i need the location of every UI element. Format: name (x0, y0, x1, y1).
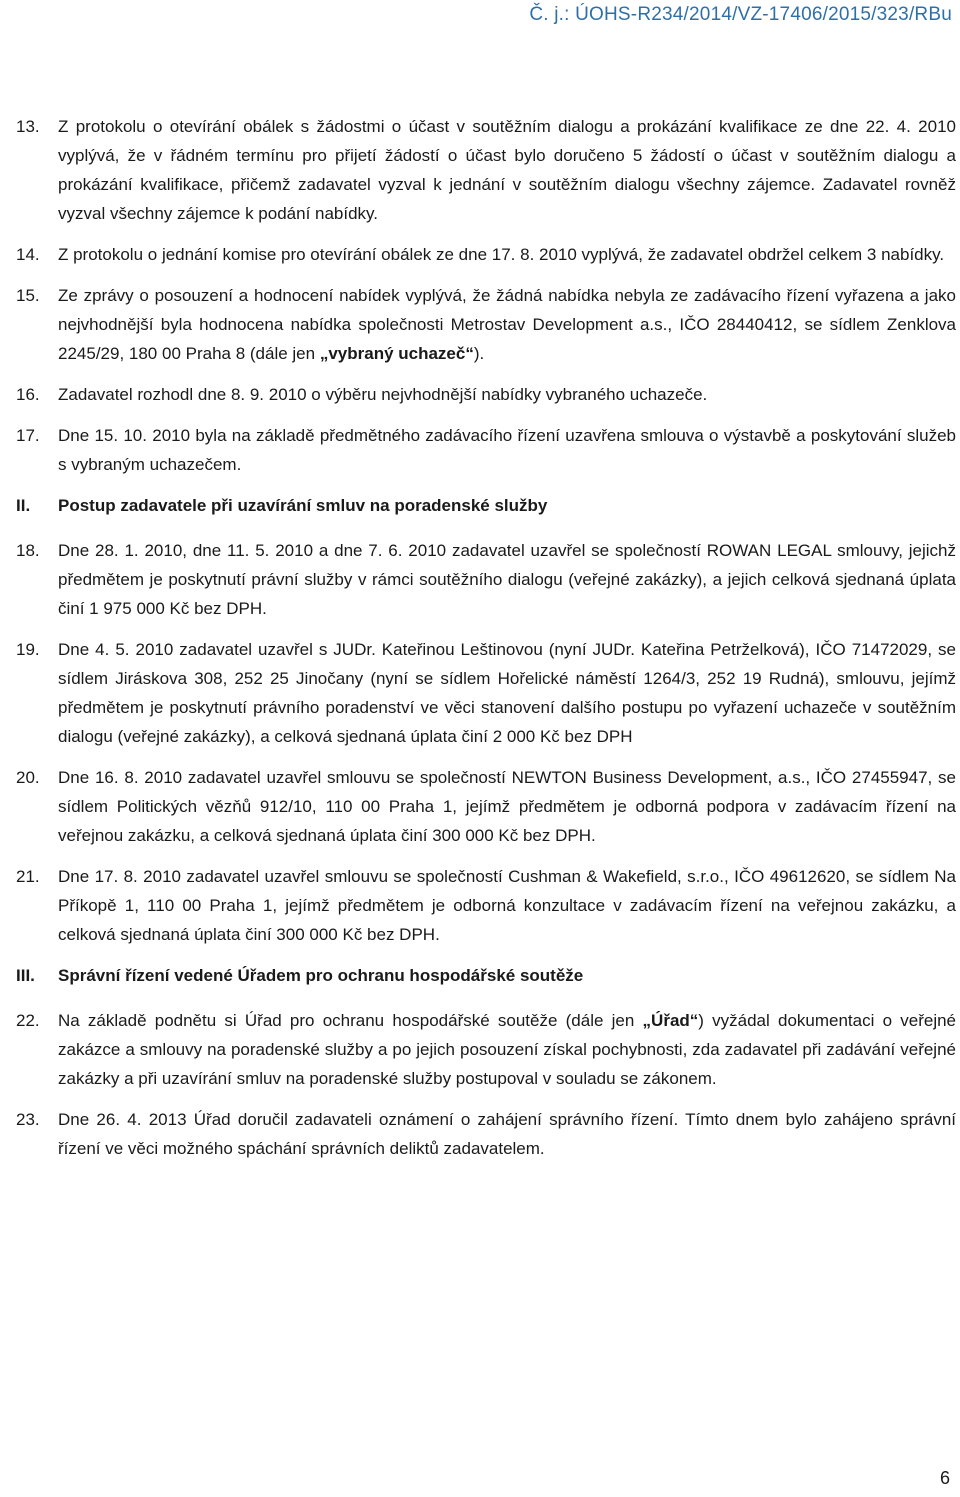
section-number: III. (16, 966, 35, 985)
paragraph-text (58, 281, 956, 368)
paragraph-text (58, 1006, 956, 1093)
section-number: II. (16, 496, 31, 515)
paragraph-text-part: Na základě podnětu si Úřad pro ochranu hospodářské soutěže (dále jen (58, 1011, 643, 1030)
paragraph-number: 15. (16, 286, 40, 305)
paragraph-number: 22. (16, 1011, 40, 1030)
paragraph-number: 14. (16, 245, 40, 264)
paragraph-number: 20. (16, 768, 40, 787)
defined-term: „vybraný uchazeč“ (319, 344, 474, 363)
paragraph-text: Z protokolu o otevírání obálek s žádostmi o účast v soutěžním dialogu a prokázání kvalifikace ze dne 22. 4. 2010 vyplývá, že v řádném termínu pro přijetí žádostí o účast bylo doručeno 5 žádostí o účast v soutěžním dialogu a prokázání kvalifikace, přičemž zadavatel vyzval k jednání v soutěžním dialogu všechny zájemce. Zadavatel rovněž vyzval všechny zájemce k podání nabídky. (58, 117, 956, 223)
paragraph-17 (16, 421, 956, 479)
section-title: Postup zadavatele při uzavírání smluv na poradenské služby (58, 496, 548, 515)
paragraph-text: Zadavatel rozhodl dne 8. 9. 2010 o výběru nejvhodnější nabídky vybraného uchazeče. (58, 385, 708, 404)
paragraph-13 (16, 112, 956, 228)
paragraph-18 (16, 536, 956, 623)
paragraph-20 (16, 763, 956, 850)
paragraph-16 (16, 380, 956, 409)
paragraph-21 (16, 862, 956, 949)
paragraph-text: Dne 17. 8. 2010 zadavatel uzavřel smlouvu se společností Cushman & Wakefield, s.r.o., IČO 49612620, se sídlem Na Příkopě 1, 110 00 Praha 1, jejímž předmětem je odborná konzultace v zadávacím řízení na veřejnou zakázku, a celková sjednaná úplata činí 300 000 Kč bez DPH. (58, 867, 956, 944)
section-heading-2 (16, 491, 956, 520)
paragraph-number: 21. (16, 867, 40, 886)
section-heading-3 (16, 961, 956, 990)
paragraph-text: Dne 28. 1. 2010, dne 11. 5. 2010 a dne 7. 6. 2010 zadavatel uzavřel se společností ROWAN LEGAL smlouvy, jejichž předmětem je poskytnutí právní služby v rámci soutěžního dialogu (veřejné zakázky), a jejich celková sjednaná úplata činí 1 975 000 Kč bez DPH. (58, 541, 956, 618)
paragraph-number: 16. (16, 385, 40, 404)
page-number: 6 (939, 1468, 950, 1488)
paragraph-number: 19. (16, 640, 40, 659)
paragraph-number: 23. (16, 1110, 40, 1129)
paragraph-number: 18. (16, 541, 40, 560)
paragraph-text: Dne 16. 8. 2010 zadavatel uzavřel smlouvu se společností NEWTON Business Development, a.s., IČO 27455947, se sídlem Politických vězňů 912/10, 110 00 Praha 1, jejímž předmětem je odborná podpora v zadávacím řízení na veřejnou zakázku, a celková sjednaná úplata činí 300 000 Kč bez DPH. (58, 768, 956, 845)
paragraph-22 (16, 1006, 956, 1093)
paragraph-15 (16, 281, 956, 368)
document-body (16, 112, 956, 1175)
paragraph-text: Dne 15. 10. 2010 byla na základě předmětného zadávacího řízení uzavřena smlouva o výstavbě a poskytování služeb s vybraným uchazečem. (58, 426, 956, 474)
paragraph-number: 17. (16, 426, 40, 445)
paragraph-text-part: Ze zprávy o posouzení a hodnocení nabídek vyplývá, že žádná nabídka nebyla ze zadávacího řízení vyřazena a jako nejvhodnější byla hodnocena nabídka společnosti Metrostav Development a.s., IČO 28440412, se sídlem Zenklova 2245/29, 180 00 Praha 8 (dále jen (58, 286, 956, 363)
paragraph-text: Dne 26. 4. 2013 Úřad doručil zadavateli oznámení o zahájení správního řízení. Tímto dnem bylo zahájeno správní řízení ve věci možného spáchání správních deliktů zadavatelem. (58, 1110, 956, 1158)
paragraph-text-part: ) vyžádal dokumentaci o veřejné zakázce a smlouvy na poradenské služby a po jejich posouzení získal pochybnosti, zda zadavatel při zadávání veřejné zakázky a při uzavírání smluv na poradenské služby postupoval v souladu se zákonem. (58, 1011, 957, 1088)
paragraph-23 (16, 1105, 956, 1163)
paragraph-text-part: ). (473, 344, 485, 363)
paragraph-14 (16, 240, 956, 269)
paragraph-19 (16, 635, 956, 751)
section-title: Správní řízení vedené Úřadem pro ochranu hospodářské soutěže (58, 966, 584, 985)
paragraph-text: Z protokolu o jednání komise pro otevírání obálek ze dne 17. 8. 2010 vyplývá, že zadavatel obdržel celkem 3 nabídky. (58, 245, 945, 264)
defined-term: „Úřad“ (642, 1011, 699, 1030)
paragraph-text: Dne 4. 5. 2010 zadavatel uzavřel s JUDr. Kateřinou Leštinovou (nyní JUDr. Kateřina Petrželková), IČO 71472029, se sídlem Jiráskova 308, 252 25 Jinočany (nyní se sídlem Hořelické náměstí 1264/3, 252 19 Rudná), smlouvu, jejímž předmětem je poskytnutí právního poradenství ve věci stanovení dalšího postupu po vyřazení uchazeče v soutěžním dialogu (veřejné zakázky), a celková sjednaná úplata činí 2 000 Kč bez DPH (58, 640, 956, 746)
paragraph-number: 13. (16, 117, 40, 136)
document-reference: Č. j.: ÚOHS-R234/2014/VZ-17406/2015/323/RBu (529, 4, 952, 25)
